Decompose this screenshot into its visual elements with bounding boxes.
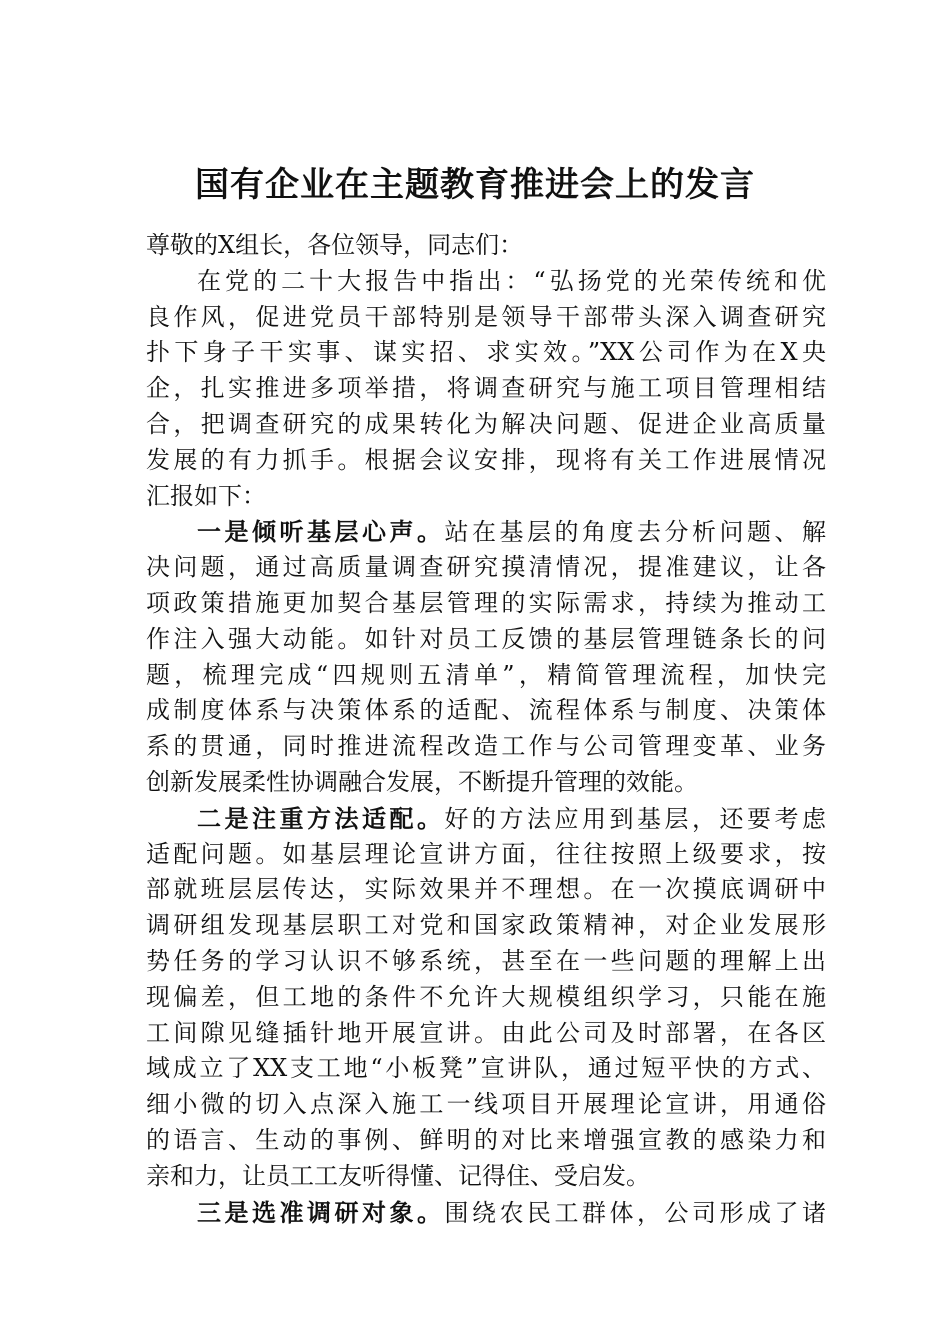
text-line: 细小微的切入点深入施工一线项目开展理论宣讲，用通俗 (146, 1090, 826, 1119)
text-line: 亲和力，让员工工友听得懂、记得住、受启发。 (146, 1161, 650, 1190)
text-line: 调研组发现基层职工对党和国家政策精神，对企业发展形 (146, 911, 826, 940)
text-line: 创新发展柔性协调融合发展，不断提升管理的效能。 (146, 767, 698, 796)
text-line: 在党的二十大报告中指出：“弘扬党的光荣传统和优 (197, 266, 826, 295)
text-line: 企，扎实推进多项举措，将调查研究与施工项目管理相结 (146, 374, 826, 403)
text-line: 势任务的学习认识不够系统，甚至在一些问题的理解上出 (146, 946, 826, 975)
text-span: 围绕农民工群体，公司形成了诸 (444, 1198, 826, 1227)
text-line: 现偏差，但工地的条件不允许大规模组织学习，只能在施 (146, 982, 826, 1011)
paragraph-lead: 二是注重方法适配。 (197, 803, 445, 833)
text-span: 站在基层的角度去分析问题、解 (444, 518, 826, 547)
text-line: 扑下身子干实事、谋实招、求实效。”XX公司作为在X央 (146, 338, 826, 367)
greeting-line: 尊敬的X组长，各位领导，同志们： (146, 231, 524, 259)
text-line: 的语言、生动的事例、鲜明的对比来增强宣教的感染力和 (146, 1125, 826, 1154)
text-line (146, 514, 826, 550)
text-line: 适配问题。如基层理论宣讲方面，往往按照上级要求，按 (146, 839, 826, 868)
paragraph-point-1 (146, 514, 826, 800)
text-line: 合，把调查研究的成果转化为解决问题、促进企业高质量 (146, 409, 826, 438)
text-line: 部就班层层传达，实际效果并不理想。在一次摸底调研中 (146, 875, 826, 904)
text-line: 成制度体系与决策体系的适配、流程体系与制度、决策体 (146, 696, 826, 725)
text-line: 项政策措施更加契合基层管理的实际需求，持续为推动工 (146, 588, 826, 617)
text-line (146, 801, 826, 837)
paragraph-lead: 三是选准调研对象。 (197, 1197, 445, 1227)
paragraph-lead: 一是倾听基层心声。 (197, 517, 445, 547)
text-line: 发展的有力抓手。根据会议安排，现将有关工作进展情况 (146, 445, 826, 474)
text-line: 良作风，促进党员干部特别是领导干部带头深入调查研究 (146, 302, 826, 331)
text-line: 域成立了XX支工地“小板凳”宣讲队，通过短平快的方式、 (146, 1054, 826, 1083)
document-body (146, 228, 826, 1230)
page-title: 国有企业在主题教育推进会上的发言 (195, 165, 755, 205)
paragraph-intro (146, 264, 826, 515)
paragraph-point-2 (146, 801, 826, 1195)
text-span: 好的方法应用到基层，还要考虑 (444, 804, 826, 833)
text-line: 汇报如下： (146, 481, 266, 510)
text-line: 决问题，通过高质量调查研究摸清情况，提准建议，让各 (146, 553, 826, 582)
text-line: 题，梳理完成“四规则五清单”，精简管理流程，加快完 (146, 660, 826, 689)
text-line: 系的贯通，同时推进流程改造工作与公司管理变革、业务 (146, 732, 826, 761)
text-line: 作注入强大动能。如针对员工反馈的基层管理链条长的问 (146, 624, 826, 653)
paragraph-point-3 (146, 1195, 826, 1231)
text-line (146, 1195, 826, 1231)
text-line: 工间隙见缝插针地开展宣讲。由此公司及时部署，在各区 (146, 1018, 826, 1047)
